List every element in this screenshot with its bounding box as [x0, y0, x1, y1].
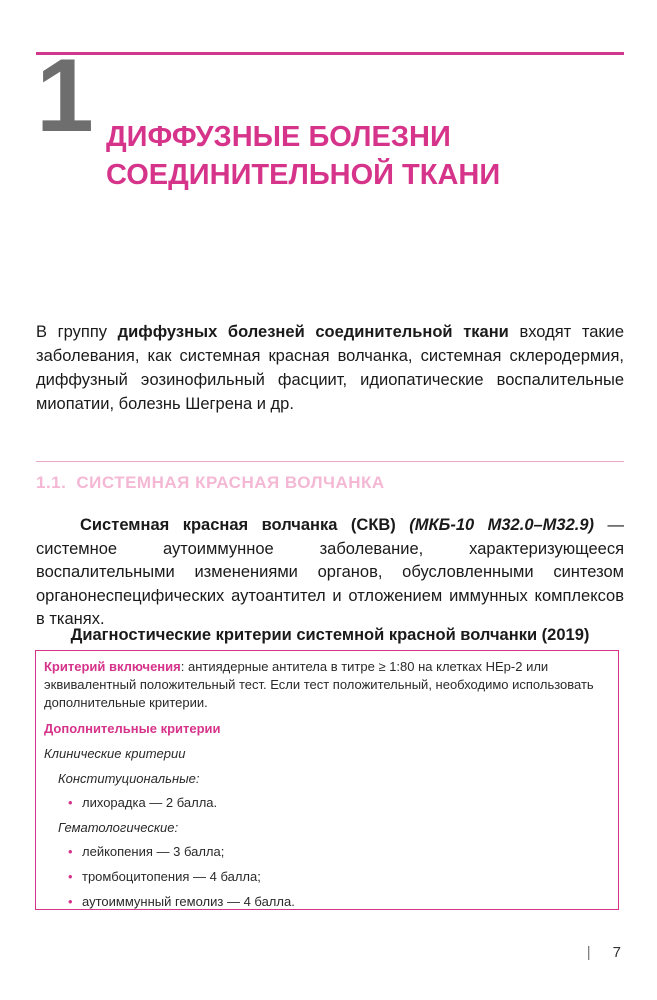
criteria-list	[44, 843, 610, 911]
definition-space	[396, 516, 409, 534]
intro-text-after: входят такие заболевания, как системная красная волчанка, системная склеродермия, диффузный эозинофильный фасциит, идиопатические воспалительные миопатии, болезнь Шегрена и др.	[36, 323, 624, 413]
criteria-groups	[44, 770, 610, 911]
page-footer	[587, 944, 621, 961]
section-number: 1.1.	[36, 473, 67, 492]
criteria-table-title: Диагностические критерии системной красной волчанки (2019)	[70, 626, 590, 644]
criteria-item	[68, 794, 610, 812]
inclusion-label: Критерий включения	[44, 659, 181, 674]
criteria-item-text: лейкопения — 3 балла;	[82, 844, 225, 859]
section-title: СИСТЕМНАЯ КРАСНАЯ ВОЛЧАНКА	[76, 473, 385, 492]
criteria-box	[35, 650, 619, 910]
inclusion-criterion	[44, 658, 610, 712]
bullet-icon: •	[68, 795, 73, 810]
chapter-title	[106, 118, 500, 194]
criteria-item	[68, 868, 610, 886]
criteria-item-text: аутоиммунный гемолиз — 4 балла.	[82, 894, 295, 909]
criteria-group-label: Конституциональные:	[58, 771, 200, 786]
definition-term: Системная красная волчанка (СКВ)	[80, 516, 396, 534]
chapter-number: 1	[36, 38, 92, 154]
intro-bold-term: диффузных болезней соединительной ткани	[117, 323, 509, 341]
criteria-item-text: лихорадка — 2 балла.	[82, 795, 218, 810]
intro-text-before: В группу	[36, 323, 118, 341]
section-heading	[36, 472, 385, 494]
additional-criteria-label: Дополнительные критерии	[44, 721, 221, 736]
criteria-group-label: Гематологические:	[58, 820, 179, 835]
intro-paragraph	[36, 320, 624, 416]
section-rule	[36, 461, 624, 462]
chapter-top-rule	[36, 52, 624, 55]
criteria-list	[44, 794, 610, 812]
page-number: 7	[612, 944, 621, 961]
chapter-title-line-1: ДИФФУЗНЫЕ БОЛЕЗНИ	[106, 121, 451, 153]
footer-separator: |	[586, 944, 591, 961]
criteria-item	[68, 893, 610, 911]
clinical-criteria-label: Клинические критерии	[44, 746, 186, 761]
definition-paragraph	[36, 514, 624, 632]
chapter-title-line-2: СОЕДИНИТЕЛЬНОЙ ТКАНИ	[106, 159, 501, 191]
definition-text: — системное аутоиммунное заболевание, характеризующееся воспалительными изменениями органов, обусловленными синтезом органонеспецифических аутоантител и отложением иммунных комплексов в тканях.	[36, 516, 624, 628]
criteria-item-text: тромбоцитопения — 4 балла;	[82, 869, 261, 884]
criteria-item	[68, 843, 610, 861]
inclusion-text: : антиядерные антитела в титре ≥ 1:80 на клетках HEp-2 или эквивалентный положительный тест. Если тест положительный, необходимо использовать дополнительные критерии.	[44, 659, 594, 710]
bullet-icon: •	[68, 844, 73, 859]
bullet-icon: •	[68, 894, 73, 909]
icd-code: (МКБ-10 M32.0–M32.9)	[409, 516, 595, 534]
bullet-icon: •	[68, 869, 73, 884]
